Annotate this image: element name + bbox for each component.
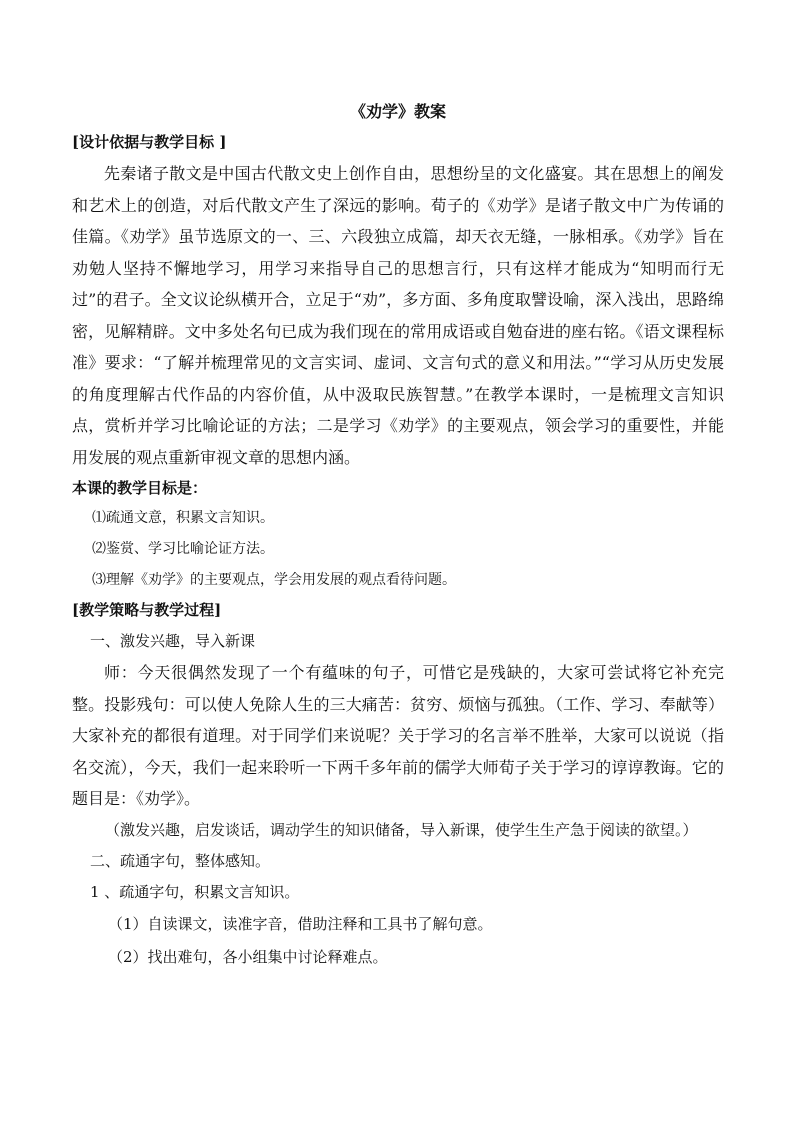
step1-paragraph: 师：今天很偶然发现了一个有蕴味的句子，可惜它是残缺的，大家可尝试将它补充完整。投影残句：可以使人免除人生的三大痛苦：贫穷、烦恼与孤独。（工作、学习、奉献等）大家补充的都很有道理。对于同学们来说呢？关于学习的名言举不胜举，大家可以说说（指名交流），今天，我们一起来聆听一下两千多年前的儒学大师荀子关于学习的谆谆教诲。它的题目是：《劝学》。 xyxy=(72,663,724,808)
step2-item: （2）找出难句，各小组集中讨论释难点。 xyxy=(108,948,388,966)
step-title-1: 一、激发兴趣，导入新课 xyxy=(90,632,256,650)
step2-item: （1）自读课文，读准字音，借助注释和工具书了解句意。 xyxy=(108,915,493,933)
goal-item: ⑵鉴赏、学习比喻论证方法。 xyxy=(92,541,274,557)
step-title-2: 二、疏通字句，整体感知。 xyxy=(90,852,271,870)
document-title: 《劝学》教案 xyxy=(349,102,446,121)
section-heading-strategy-process: [教学策略与教学过程] xyxy=(72,601,222,619)
step2-subheading: 1 、疏通字句，积累文言知识。 xyxy=(90,883,300,901)
intro-paragraph: 先秦诸子散文是中国古代散文史上创作自由，思想纷呈的文化盛宴。其在思想上的阐发和艺术上的创造，对后代散文产生了深远的影响。荀子的《劝学》是诸子散文中广为传诵的佳篇。《劝学》虽节选原文的一、三、六段独立成篇，却天衣无缝，一脉相承。《劝学》旨在劝勉人坚持不懈地学习，用学习来指导自己的思想言行，只有这样才能成为“知明而行无过”的君子。全文议论纵横开合，立足于“劝”，多方面、多角度取譬设喻，深入浅出，思路绵密，见解精辟。文中多处名句已成为我们现在的常用成语或自勉奋进的座右铭。《语文课程标准》要求：“了解并梳理常见的文言实词、虚词、文言句式的意义和用法。”“学习从历史发展的角度理解古代作品的内容价值，从中汲取民族智慧。”在教学本课时，一是梳理文言知识点，赏析并学习比喻论证的方法；二是学习《劝学》的主要观点，领会学习的重要性，并能用发展的观点重新审视文章的思想内涵。 xyxy=(72,164,724,467)
document-content xyxy=(72,100,724,974)
goals-heading: 本课的教学目标是： xyxy=(72,479,208,497)
step1-note: （激发兴趣，启发谈话，调动学生的知识储备，导入新课，使学生生产急于阅读的欲望。） xyxy=(105,820,698,839)
section-heading-design-goals: [设计依据与教学目标 ] xyxy=(72,133,227,151)
goal-item: ⑶理解《劝学》的主要观点，学会用发展的观点看待问题。 xyxy=(92,572,456,588)
goal-item: ⑴疏通文意，积累文言知识。 xyxy=(92,510,274,526)
